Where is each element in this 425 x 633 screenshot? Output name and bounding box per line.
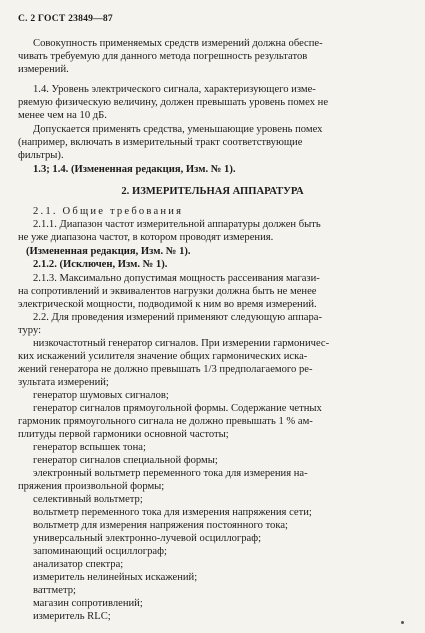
text-line: измерений.	[18, 64, 69, 75]
text-line: 2.2. Для проведения измерений применяют следующую аппара-	[33, 312, 322, 323]
list-item: анализатор спектра;	[33, 559, 124, 570]
page-header: С. 2 ГОСТ 23849—87	[18, 13, 113, 24]
text-line: туру:	[18, 325, 42, 336]
list-item: генератор сигналов специальной формы;	[33, 455, 218, 466]
list-item: ваттметр;	[33, 585, 76, 596]
text-line: чивать требуемую для данного метода погрешность результатов	[18, 51, 308, 62]
text-line: менее чем на 10 дБ.	[18, 110, 107, 121]
list-item: селективный вольтметр;	[33, 494, 143, 505]
list-item: ких искажений усилителя значение общих гармонических иска-	[18, 351, 308, 362]
amendment-note: (Измененная редакция, Изм. № 1).	[26, 246, 191, 257]
text-line: (например, включать в измерительный тракт соответствующие	[18, 137, 303, 148]
list-item: магазин сопротивлений;	[33, 598, 143, 609]
list-item: измеритель нелинейных искажений;	[33, 572, 198, 583]
text-line: ряемую физическую величину, должен превышать уровень помех не	[18, 97, 329, 108]
scan-speck	[401, 621, 404, 624]
list-item: гармоник прямоугольного сигнала не должно превышать 1 % ам-	[18, 416, 313, 427]
list-item: жений генератора не должно превышать 1/3 предполагаемого ре-	[18, 364, 313, 375]
text-line: 1.4. Уровень электрического сигнала, характеризующего изме-	[33, 84, 316, 95]
subsection-heading: 2.1. Общие требования	[33, 206, 184, 217]
list-item: генератор сигналов прямоугольной формы. Содержание четных	[33, 403, 322, 414]
list-item: низкочастотный генератор сигналов. При измерении гармоничес-	[33, 338, 330, 349]
list-item: зультата измерений;	[18, 377, 109, 388]
list-item: плитуды первой гармоники основной частоты;	[18, 429, 229, 440]
list-item: электронный вольтметр переменного тока для измерения на-	[33, 468, 308, 479]
text-line: 2.1.1. Диапазон частот измерительной аппаратуры должен быть	[33, 219, 321, 230]
list-item: запоминающий осциллограф;	[33, 546, 167, 557]
list-item: универсальный электронно-лучевой осциллограф;	[33, 533, 262, 544]
amendment-note: 2.1.2. (Исключен, Изм. № 1).	[33, 259, 168, 270]
text-line: не уже диапазона частот, в котором проводят измерения.	[18, 232, 274, 243]
list-item: вольтметр для измерения напряжения постоянного тока;	[33, 520, 288, 531]
list-item: измеритель RLC;	[33, 611, 111, 622]
text-line: электрической мощности, подводимой к ним во время измерений.	[18, 299, 317, 310]
list-item: пряжения произвольной формы;	[18, 481, 165, 492]
text-line: Допускается применять средства, уменьшающие уровень помех	[33, 124, 323, 135]
list-item: генератор шумовых сигналов;	[33, 390, 169, 401]
list-item: вольтметр переменного тока для измерения напряжения сети;	[33, 507, 312, 518]
section-heading: 2. ИЗМЕРИТЕЛЬНАЯ АППАРАТУРА	[121, 186, 304, 197]
text-line: 2.1.3. Максимально допустимая мощность рассеивания магази-	[33, 273, 320, 284]
text-line: Совокупность применяемых средств измерений должна обеспе-	[33, 38, 323, 49]
text-line: фильтры).	[18, 150, 64, 161]
text-line: на сопротивлений и эквивалентов нагрузки должна быть не менее	[18, 286, 317, 297]
amendment-note: 1.3; 1.4. (Измененная редакция, Изм. № 1).	[33, 164, 236, 175]
list-item: генератор вспышек тона;	[33, 442, 146, 453]
